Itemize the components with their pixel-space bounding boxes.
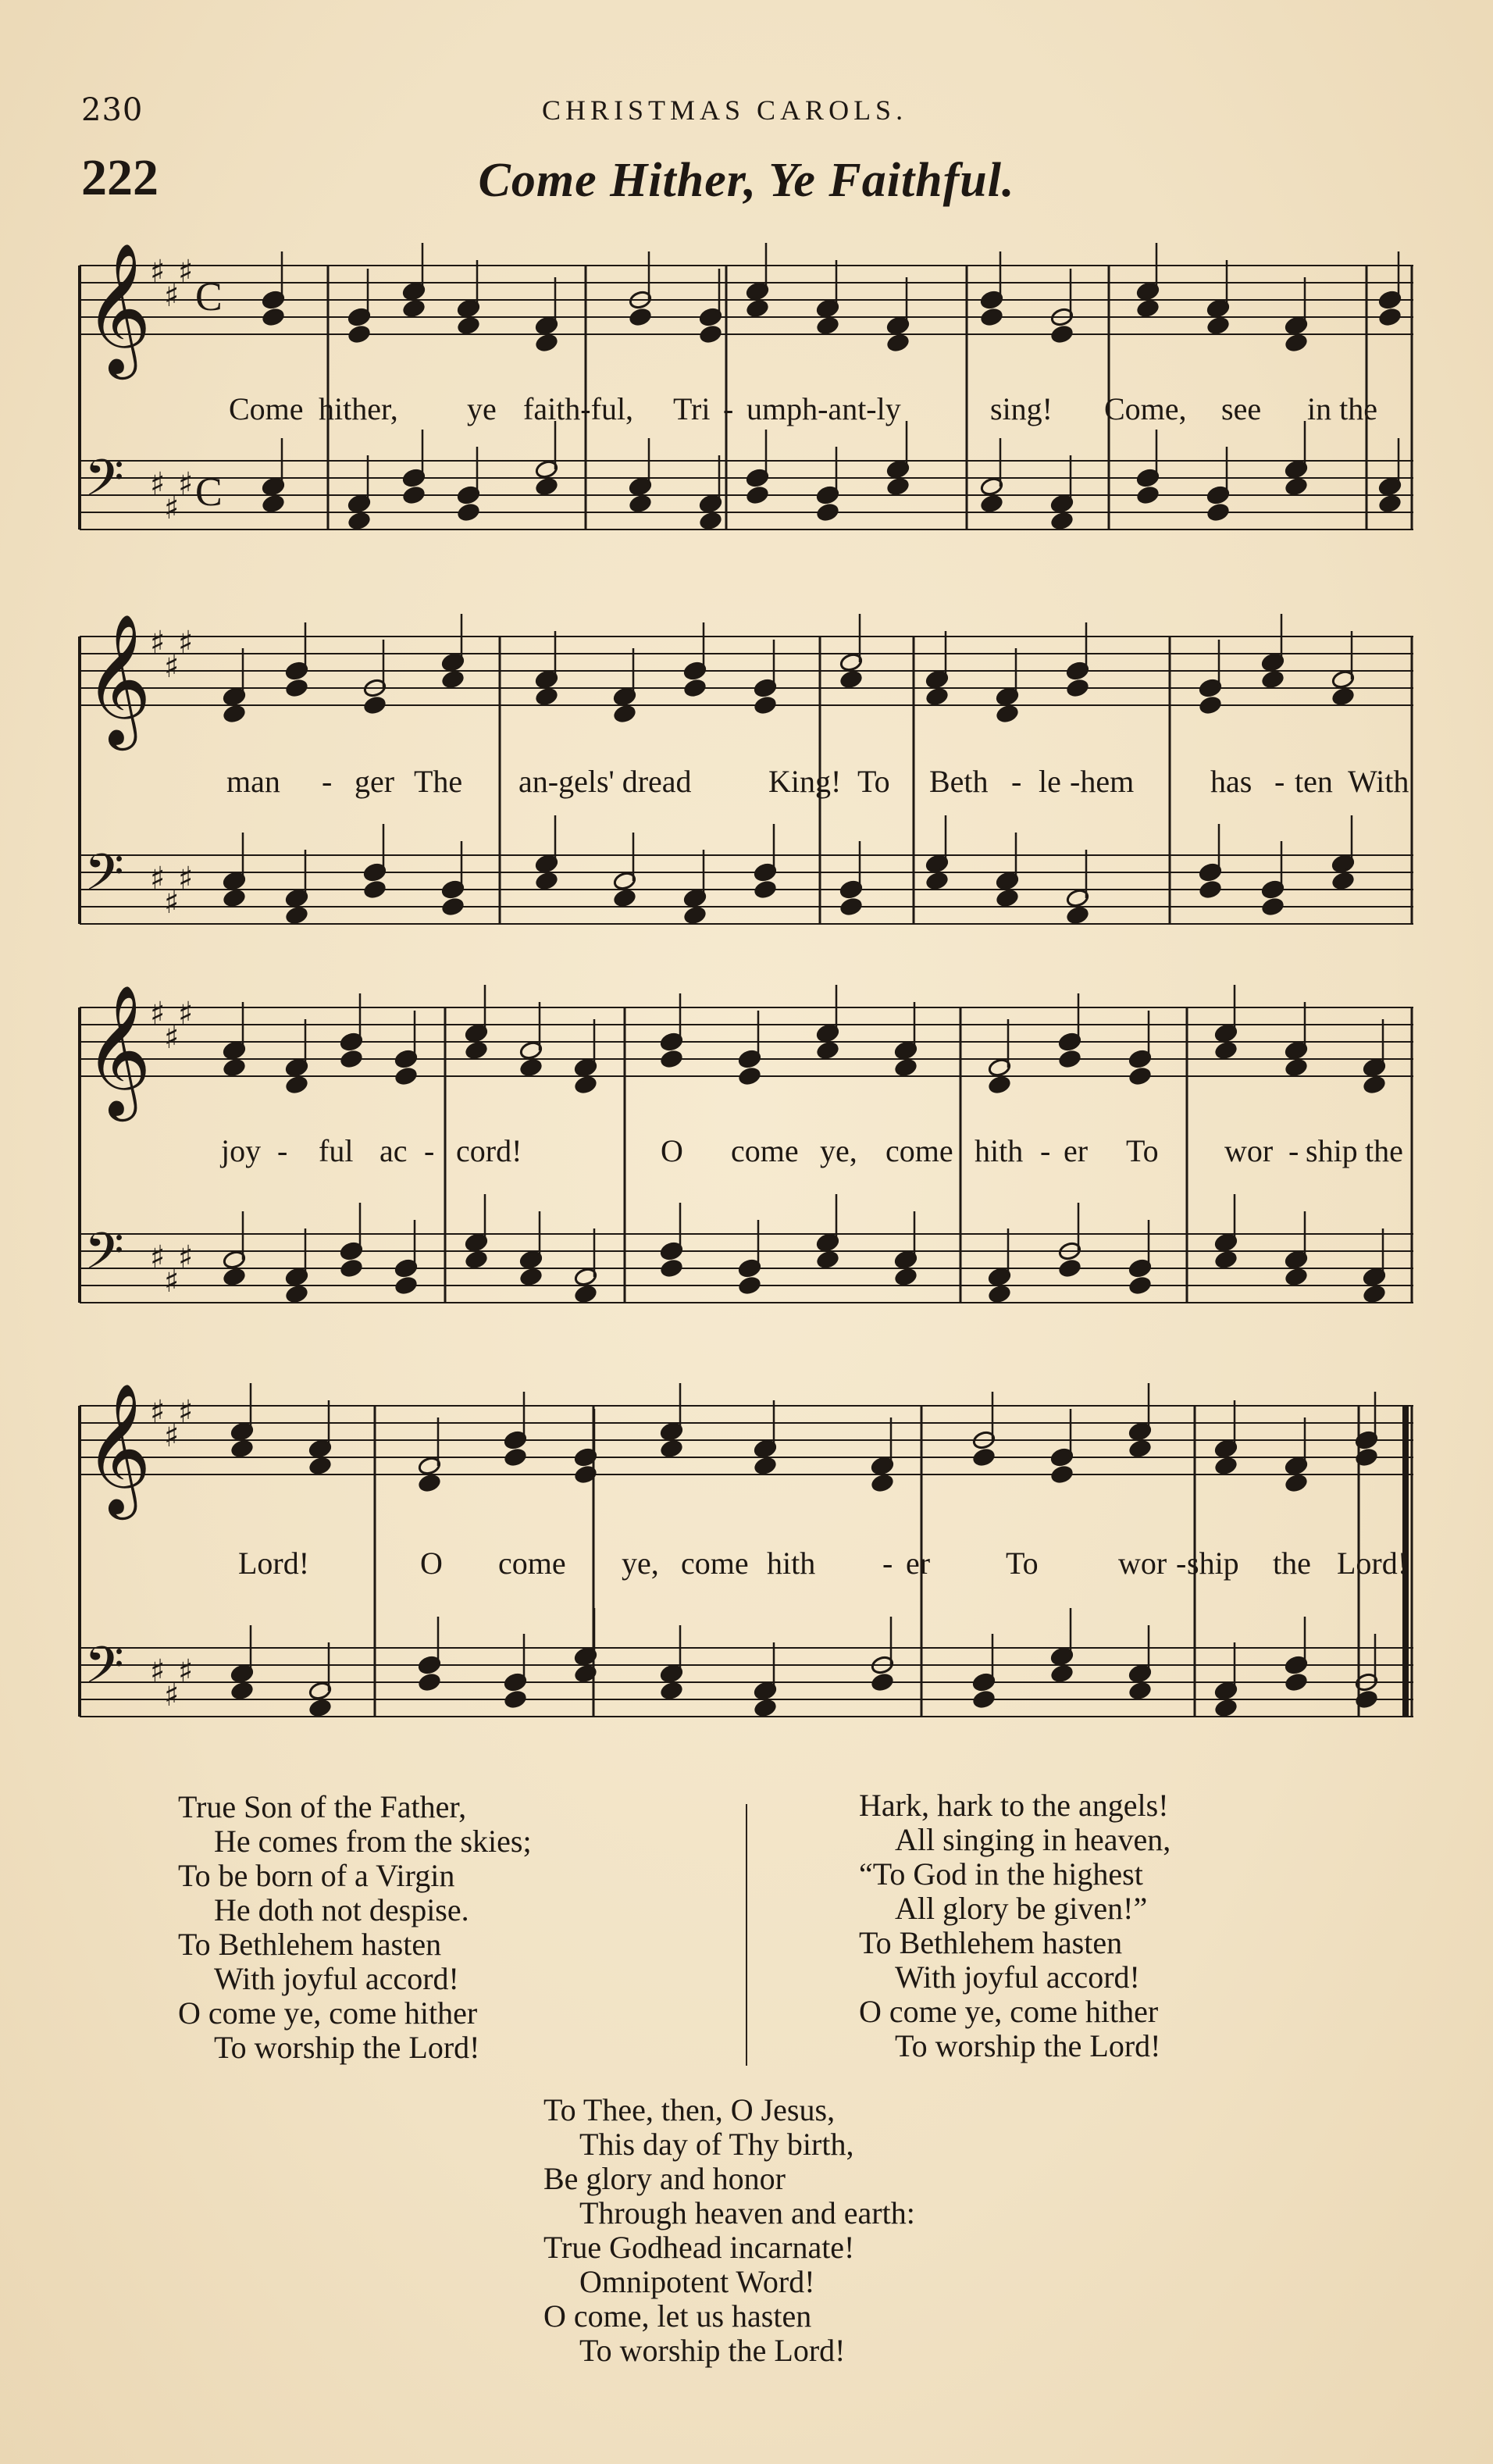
lyric-syllable: er	[906, 1546, 931, 1581]
note-head	[754, 695, 778, 715]
note-head	[363, 695, 387, 715]
note-head	[886, 333, 910, 353]
note-head	[894, 1267, 918, 1287]
lyric-syllable: in the	[1307, 391, 1377, 426]
lyric-syllable: wor	[1118, 1546, 1167, 1581]
verse-2	[178, 1790, 532, 2065]
note-head	[285, 1075, 309, 1095]
lyric-syllable: come	[731, 1133, 799, 1168]
note-head	[1206, 316, 1231, 336]
verse-line: “To God in the highest	[859, 1856, 1143, 1892]
verse-line: This day of Thy birth,	[579, 2127, 854, 2162]
verse-line: To worship the Lord!	[214, 2030, 480, 2065]
lyric-syllable: To	[857, 764, 890, 799]
note-head	[746, 485, 770, 505]
sharp-sign: ♯	[150, 1394, 166, 1431]
lyric-syllable: hither,	[319, 391, 398, 426]
lyric-syllable: ye,	[622, 1546, 659, 1581]
lyric-line-3	[78, 1132, 1415, 1179]
note-head	[262, 307, 286, 327]
lyric-line-2	[78, 763, 1415, 810]
lyric-syllable: O	[420, 1546, 443, 1581]
lyric-syllable: ten	[1295, 764, 1333, 799]
note-head	[340, 1258, 364, 1278]
note-head	[402, 298, 426, 319]
note-head	[972, 1447, 996, 1467]
note-head	[738, 1066, 762, 1086]
note-head	[1363, 1284, 1387, 1304]
sharp-sign: ♯	[178, 1239, 194, 1276]
lyric-syllable: er	[1064, 1133, 1089, 1168]
note-head	[574, 1075, 598, 1095]
lyric-syllable: ship	[1306, 1133, 1358, 1168]
note-head	[441, 669, 465, 690]
note-head	[816, 316, 840, 336]
note-head	[418, 1672, 442, 1692]
note-head	[894, 1057, 918, 1078]
note-head	[441, 897, 465, 917]
note-head	[519, 1057, 543, 1078]
sharp-sign: ♯	[164, 1020, 180, 1056]
time-signature: C	[195, 470, 223, 515]
lyric-syllable: cord!	[456, 1133, 522, 1168]
note-head	[683, 905, 707, 925]
note-head	[629, 494, 653, 514]
note-head	[1285, 1473, 1309, 1493]
note-head	[816, 1040, 840, 1061]
note-head	[972, 1689, 996, 1710]
music-system-4	[78, 1375, 1415, 1742]
note-head	[980, 494, 1004, 514]
note-head	[223, 1267, 247, 1287]
lyric-syllable: Lord!	[1337, 1546, 1409, 1581]
lyric-syllable: umph-ant-ly	[746, 391, 901, 426]
note-head	[308, 1698, 333, 1718]
lyric-syllable: -	[1011, 764, 1022, 799]
note-head	[1050, 1464, 1074, 1485]
sharp-sign: ♯	[164, 1418, 180, 1454]
verse-line: O come, let us hasten	[543, 2298, 812, 2334]
verse-line: He comes from the skies;	[214, 1824, 532, 1859]
verse-line: With joyful accord!	[895, 1959, 1140, 1995]
note-head	[996, 888, 1020, 908]
verse-line: To worship the Lord!	[895, 2028, 1161, 2063]
lyric-syllable: has	[1210, 764, 1252, 799]
sharp-sign: ♯	[150, 1239, 166, 1276]
verse-line: He doth not despise.	[214, 1892, 469, 1927]
bass-clef: 𝄢	[84, 1635, 124, 1708]
sharp-sign: ♯	[178, 1394, 194, 1431]
lyric-syllable: O	[661, 1133, 683, 1168]
note-head	[535, 476, 559, 497]
note-head	[980, 307, 1004, 327]
music-system-3	[78, 976, 1415, 1343]
sharp-sign: ♯	[150, 996, 166, 1032]
lyric-syllable: Tri	[673, 391, 711, 426]
note-head	[504, 1447, 528, 1467]
note-head	[519, 1267, 543, 1287]
lyric-syllable: the	[1273, 1546, 1311, 1581]
sharp-sign: ♯	[150, 625, 166, 661]
note-head	[1050, 324, 1074, 344]
note-head	[230, 1681, 255, 1701]
note-head	[535, 686, 559, 707]
note-head	[223, 1057, 247, 1078]
verse-line: All glory be given!”	[895, 1891, 1148, 1926]
sharp-sign: ♯	[164, 490, 180, 526]
lyric-syllable: To	[1006, 1546, 1039, 1581]
hymn-number: 222	[81, 149, 159, 206]
sharp-sign: ♯	[150, 254, 166, 291]
note-head	[1285, 1267, 1309, 1287]
treble-clef: 𝄞	[84, 613, 151, 745]
note-head	[402, 485, 426, 505]
note-head	[1050, 511, 1074, 531]
sharp-sign: ♯	[150, 466, 166, 503]
music-system-1	[78, 234, 1415, 562]
note-head	[925, 871, 950, 891]
note-head	[262, 494, 286, 514]
note-head	[535, 333, 559, 353]
note-head	[613, 888, 637, 908]
note-head	[1050, 1663, 1074, 1684]
note-head	[660, 1258, 684, 1278]
verse-line: O come ye, come hither	[178, 1995, 478, 2031]
note-head	[1128, 1439, 1153, 1459]
note-head	[1199, 695, 1223, 715]
verse-line: Be glory and honor	[543, 2161, 786, 2196]
page-number: 230	[81, 92, 144, 128]
note-head	[754, 879, 778, 900]
sharp-sign: ♯	[164, 278, 180, 314]
lyric-syllable: Come	[229, 391, 304, 426]
note-head	[418, 1473, 442, 1493]
lyric-syllable: King!	[768, 764, 842, 799]
note-head	[660, 1439, 684, 1459]
note-head	[1363, 1075, 1387, 1095]
note-head	[1128, 1275, 1153, 1296]
note-head	[1136, 298, 1160, 319]
note-head	[1214, 1698, 1238, 1718]
note-head	[839, 897, 864, 917]
lyric-syllable: come	[498, 1546, 566, 1581]
running-head: CHRISTMAS CAROLS.	[542, 94, 908, 126]
note-head	[1199, 879, 1223, 900]
note-head	[504, 1689, 528, 1710]
lyric-syllable: -	[1040, 1133, 1051, 1168]
lyric-syllable: man	[226, 764, 280, 799]
lyric-syllable: -	[1176, 1546, 1187, 1581]
note-head	[1214, 1250, 1238, 1270]
lyric-syllable: ac	[379, 1133, 408, 1168]
note-head	[925, 686, 950, 707]
lyric-syllable: ye	[467, 391, 497, 426]
note-head	[1128, 1066, 1153, 1086]
note-head	[347, 324, 372, 344]
note-head	[223, 704, 247, 724]
sharp-sign: ♯	[164, 1678, 180, 1713]
note-head	[738, 1275, 762, 1296]
note-head	[457, 502, 481, 522]
verse-line: O come ye, come hither	[859, 1994, 1159, 2029]
lyric-syllable: Lord!	[238, 1546, 310, 1581]
lyric-syllable: le	[1039, 764, 1061, 799]
note-head	[1066, 678, 1090, 698]
note-head	[816, 1250, 840, 1270]
lyric-syllable: To	[1126, 1133, 1159, 1168]
note-head	[871, 1672, 895, 1692]
note-head	[1058, 1049, 1082, 1069]
lyric-syllable: -	[882, 1546, 893, 1581]
note-head	[613, 704, 637, 724]
lyric-syllable: -	[1274, 764, 1285, 799]
sharp-sign: ♯	[178, 625, 194, 661]
note-head	[871, 1473, 895, 1493]
note-head	[683, 678, 707, 698]
note-head	[839, 669, 864, 690]
note-head	[1378, 307, 1402, 327]
treble-clef: 𝄞	[84, 1382, 151, 1514]
bass-clef: 𝄢	[84, 842, 124, 915]
verse-line: With joyful accord!	[214, 1961, 459, 1996]
lyric-syllable: come	[885, 1133, 953, 1168]
verse-line: To worship the Lord!	[579, 2333, 846, 2368]
note-head	[230, 1439, 255, 1459]
note-head	[746, 298, 770, 319]
lyric-syllable: The	[414, 764, 463, 799]
note-head	[347, 511, 372, 531]
sharp-sign: ♯	[164, 885, 180, 921]
note-head	[285, 678, 309, 698]
note-head	[996, 704, 1020, 724]
verse-line: Hark, hark to the angels!	[859, 1788, 1169, 1823]
sharp-sign: ♯	[178, 861, 194, 897]
note-head	[223, 888, 247, 908]
note-head	[363, 879, 387, 900]
note-head	[1066, 905, 1090, 925]
note-head	[340, 1049, 364, 1069]
lyric-line-1	[78, 390, 1415, 437]
lyric-syllable: faith-ful,	[523, 391, 634, 426]
note-head	[308, 1456, 333, 1476]
sharp-sign: ♯	[150, 861, 166, 897]
lyric-syllable: Beth	[929, 764, 989, 799]
note-head	[1261, 897, 1285, 917]
lyric-syllable: -hem	[1070, 764, 1135, 799]
page-header	[81, 92, 1412, 139]
note-head	[457, 316, 481, 336]
note-head	[394, 1066, 419, 1086]
note-head	[574, 1284, 598, 1304]
note-head	[1378, 494, 1402, 514]
note-head	[660, 1049, 684, 1069]
note-head	[1285, 1057, 1309, 1078]
note-head	[816, 502, 840, 522]
sharp-sign: ♯	[164, 1264, 180, 1300]
verse-4	[543, 2093, 915, 2368]
sharp-sign: ♯	[178, 466, 194, 503]
lyric-syllable: an-gels' dread	[518, 764, 692, 799]
lyric-line-4	[78, 1545, 1415, 1592]
lyric-syllable: -	[1288, 1133, 1299, 1168]
note-head	[699, 511, 723, 531]
note-head	[988, 1284, 1012, 1304]
note-head	[1128, 1681, 1153, 1701]
lyric-syllable: sing!	[990, 391, 1053, 426]
lyric-syllable: ger	[355, 764, 395, 799]
note-head	[699, 324, 723, 344]
verse-line: To Bethlehem hasten	[178, 1927, 442, 1962]
verse-line: True Godhead incarnate!	[543, 2230, 855, 2265]
note-head	[660, 1681, 684, 1701]
note-head	[1285, 1672, 1309, 1692]
lyric-syllable: -	[322, 764, 333, 799]
verse-divider	[746, 1804, 747, 2066]
verse-3	[859, 1788, 1171, 2063]
note-head	[285, 905, 309, 925]
music-system-2	[78, 605, 1415, 972]
note-head	[629, 307, 653, 327]
lyric-syllable: With	[1348, 764, 1409, 799]
lyric-syllable: hith	[767, 1546, 816, 1581]
note-head	[1285, 476, 1309, 497]
note-head	[1331, 686, 1356, 707]
bass-clef: 𝄢	[84, 448, 124, 521]
sharp-sign: ♯	[178, 1653, 194, 1690]
verse-line: To Thee, then, O Jesus,	[543, 2092, 836, 2127]
lyric-syllable: ful	[319, 1133, 354, 1168]
treble-clef: 𝄞	[84, 984, 151, 1116]
lyric-syllable: wor	[1224, 1133, 1274, 1168]
lyric-syllable: -	[723, 391, 734, 426]
lyric-syllable: ye,	[820, 1133, 857, 1168]
lyric-syllable: the	[1365, 1133, 1403, 1168]
lyric-syllable: ship	[1187, 1546, 1239, 1581]
hymn-title: Come Hither, Ye Faithful.	[478, 154, 1015, 207]
sharp-sign: ♯	[150, 1653, 166, 1690]
note-head	[1331, 871, 1356, 891]
note-head	[1058, 1258, 1082, 1278]
sharp-sign: ♯	[164, 649, 180, 685]
verse-line: To be born of a Virgin	[178, 1858, 455, 1893]
verse-line: All singing in heaven,	[895, 1822, 1171, 1857]
note-head	[754, 1698, 778, 1718]
verse-line: To Bethlehem hasten	[859, 1925, 1123, 1960]
note-head	[394, 1275, 419, 1296]
treble-clef: 𝄞	[84, 242, 151, 374]
note-head	[285, 1284, 309, 1304]
lyric-syllable: hith	[975, 1133, 1024, 1168]
note-head	[465, 1250, 489, 1270]
sharp-sign: ♯	[178, 254, 194, 291]
bass-clef: 𝄢	[84, 1221, 124, 1294]
note-head	[1136, 485, 1160, 505]
note-head	[1214, 1456, 1238, 1476]
note-head	[1206, 502, 1231, 522]
note-head	[465, 1040, 489, 1061]
verse-line: Through heaven and earth:	[579, 2195, 915, 2230]
lyric-syllable: -	[277, 1133, 288, 1168]
note-head	[988, 1075, 1012, 1095]
lyric-syllable: joy	[221, 1133, 262, 1168]
note-head	[1285, 333, 1309, 353]
note-head	[535, 871, 559, 891]
note-head	[754, 1456, 778, 1476]
verse-line: Omnipotent Word!	[579, 2264, 815, 2299]
note-head	[1214, 1040, 1238, 1061]
note-head	[1261, 669, 1285, 690]
lyric-syllable: come	[681, 1546, 749, 1581]
note-head	[886, 476, 910, 497]
sharp-sign: ♯	[178, 996, 194, 1032]
time-signature: C	[195, 275, 223, 320]
lyric-syllable: Come,	[1104, 391, 1187, 426]
lyric-syllable: -	[424, 1133, 435, 1168]
lyric-syllable: see	[1221, 391, 1262, 426]
verse-line: True Son of the Father,	[178, 1789, 467, 1824]
